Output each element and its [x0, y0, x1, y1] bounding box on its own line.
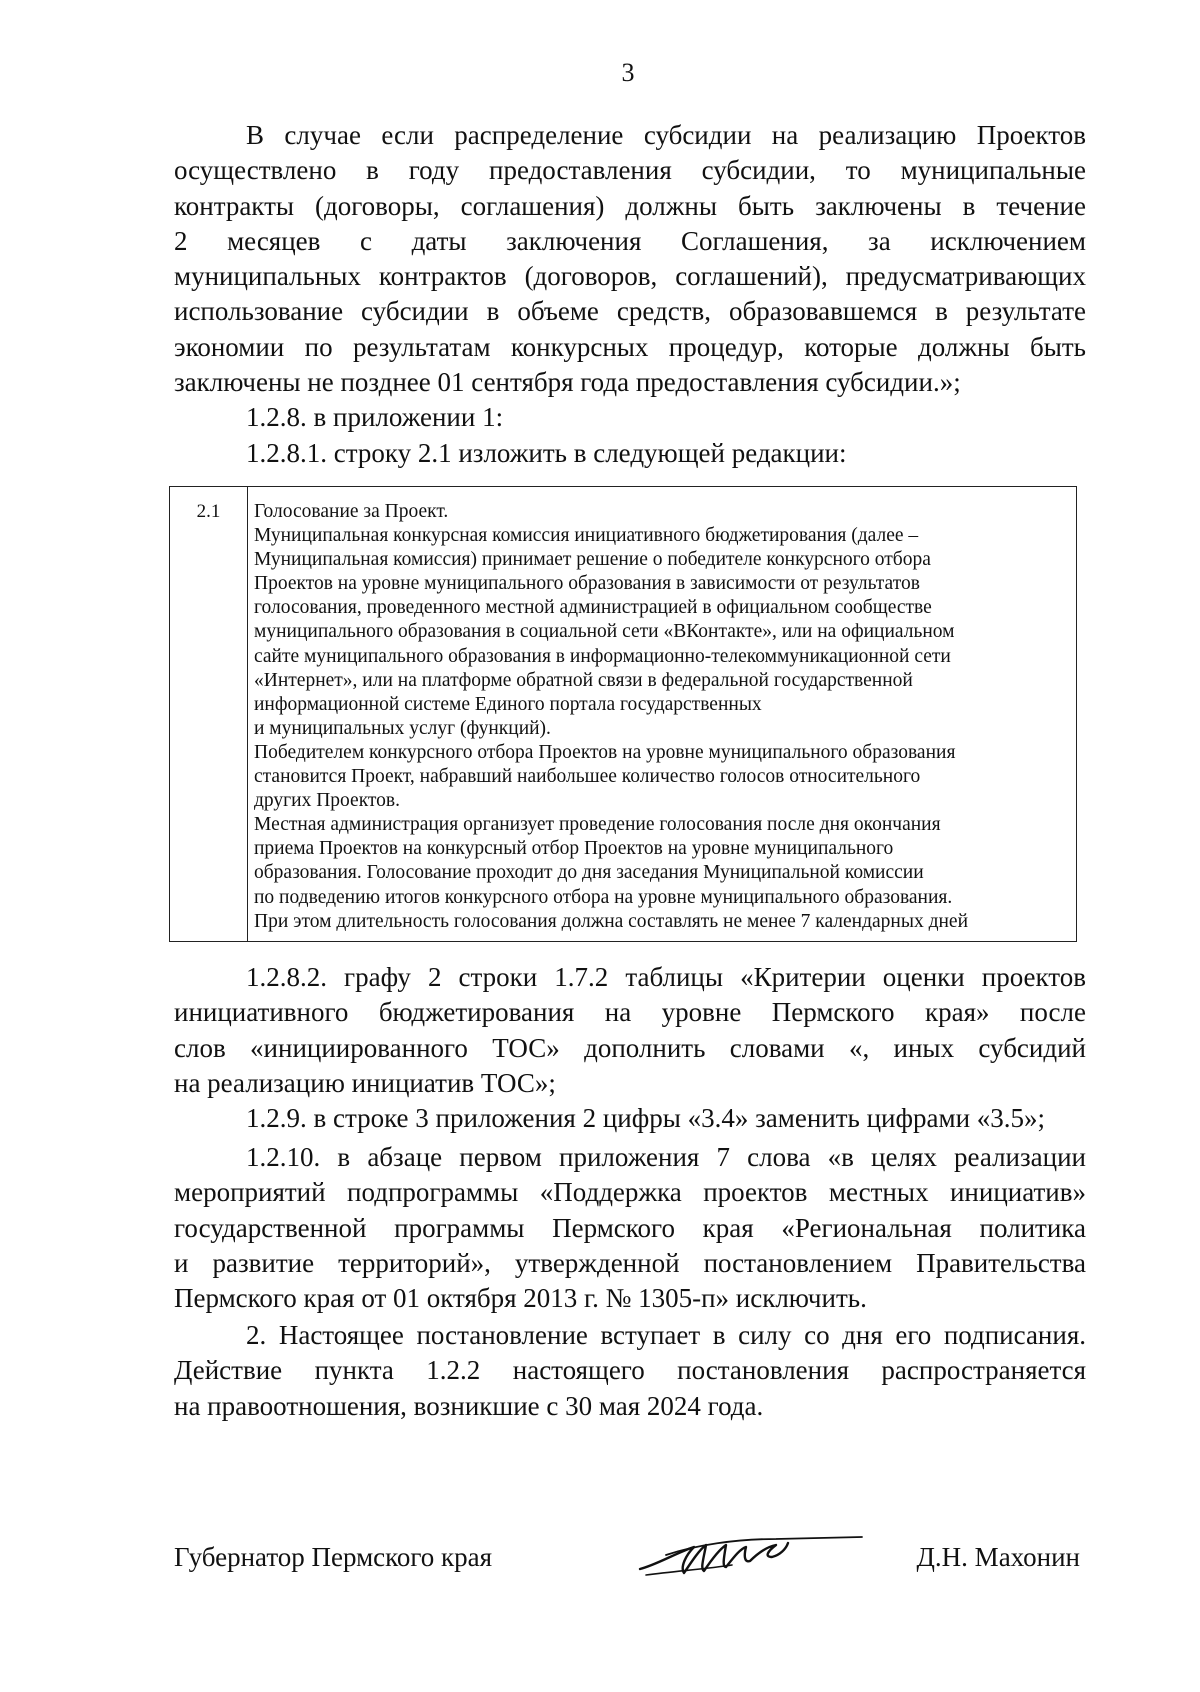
paragraph-contracts: [174, 118, 1086, 471]
text-line: и развитие территорий», утвержденной постановлением Правительства: [174, 1247, 1086, 1278]
text-line: на правоотношения, возникшие с 30 мая 2024 года.: [174, 1390, 764, 1421]
amended-table-row: [169, 486, 1077, 942]
text-line: 1.2.8.2. графу 2 строки 1.7.2 таблицы «Критерии оценки проектов: [246, 962, 1086, 992]
table-line: голосования, проведенного местной администрацией в официальном сообществе: [254, 597, 932, 619]
text-line: 2 месяцев с даты заключения Соглашения, за исключением: [174, 225, 1086, 256]
text-line: В случае если распределение субсидии на реализацию Проектов: [246, 120, 1086, 150]
text-line: экономии по результатам конкурсных процедур, которые должны быть: [174, 331, 1086, 362]
handwritten-signature-icon: [636, 1525, 866, 1585]
signatory-name: Д.Н. Махонин: [916, 1542, 1080, 1572]
text-line: заключены не позднее 01 сентября года предоставления субсидии.»;: [174, 367, 961, 398]
table-line: Муниципальная комиссия) принимает решение о победителе конкурсного отбора: [254, 549, 931, 571]
signature-block: [174, 1542, 1086, 1582]
text-line: Действие пункта 1.2.2 настоящего постановления распространяется: [174, 1355, 1086, 1386]
table-line: «Интернет», или на платформе обратной связи в федеральной государственной: [254, 669, 913, 691]
table-line: Местная администрация организует проведение голосования после дня окончания: [254, 814, 941, 836]
table-line: и муниципальных услуг (функций).: [254, 717, 551, 739]
paragraph-1-2-8-2: [174, 960, 1086, 1136]
table-line: приема Проектов на конкурсный отбор Проектов на уровне муниципального: [254, 838, 894, 860]
text-line: осуществлено в году предоставления субсидии, то муниципальные: [174, 155, 1086, 186]
item-1-2-9: 1.2.9. в строке 3 приложения 2 цифры «3.4» заменить цифрами «3.5»;: [246, 1103, 1046, 1134]
text-line: контракты (договоры, соглашения) должны быть заключены в течение: [174, 190, 1086, 221]
text-line: муниципальных контрактов (договоров, соглашений), предусматривающих: [174, 261, 1086, 292]
table-line: При этом длительность голосования должна составлять не менее 7 календарных дней: [254, 910, 969, 932]
text-line: на реализацию инициатив ТОС»;: [174, 1067, 556, 1098]
table-line: Победителем конкурсного отбора Проектов на уровне муниципального образования: [254, 741, 956, 763]
text-line: использование субсидии в объеме средств, образовавшемся в результате: [174, 296, 1086, 327]
table-line: сайте муниципального образования в информационно-телекоммуникационной сети: [254, 645, 951, 667]
table-row-number: 2.1: [170, 487, 248, 941]
item-1-2-8-1: 1.2.8.1. строку 2.1 изложить в следующей редакции:: [246, 437, 847, 468]
table-row-text: [254, 500, 1074, 934]
paragraph-1-2-10: [174, 1140, 1086, 1316]
text-line: слов «инициированного ТОС» дополнить словами «, иных субсидий: [174, 1032, 1086, 1063]
table-line: образования. Голосование проходит до дня заседания Муниципальной комиссии: [254, 862, 924, 884]
page-number: 3: [621, 58, 635, 87]
text-line: государственной программы Пермского края «Региональная политика: [174, 1212, 1086, 1243]
table-line: Муниципальная конкурсная комиссия инициативного бюджетирования (далее –: [254, 525, 919, 547]
signatory-title: Губернатор Пермского края: [174, 1542, 493, 1572]
table-line: других Проектов.: [254, 790, 401, 812]
text-line: мероприятий подпрограммы «Поддержка проектов местных инициатив»: [174, 1177, 1086, 1208]
text-line: 2. Настоящее постановление вступает в силу со дня его подписания.: [246, 1320, 1086, 1350]
paragraph-2: [174, 1318, 1086, 1424]
table-line: муниципального образования в социальной сети «ВКонтакте», или на официальном: [254, 621, 955, 643]
table-line: Голосование за Проект.: [254, 501, 449, 522]
text-line: инициативного бюджетирования на уровне Пермского края» после: [174, 997, 1086, 1028]
text-line: Пермского края от 01 октября 2013 г. № 1305-п» исключить.: [174, 1283, 867, 1314]
table-line: Проектов на уровне муниципального образования в зависимости от результатов: [254, 573, 920, 595]
table-line: по подведению итогов конкурсного отбора на уровне муниципального образования.: [254, 886, 953, 908]
item-1-2-8: 1.2.8. в приложении 1:: [246, 402, 504, 433]
table-line: становится Проект, набравший наибольшее количество голосов относительного: [254, 766, 921, 788]
table-line: информационной системе Единого портала государственных: [254, 693, 762, 715]
text-line: 1.2.10. в абзаце первом приложения 7 слова «в целях реализации: [246, 1142, 1086, 1172]
